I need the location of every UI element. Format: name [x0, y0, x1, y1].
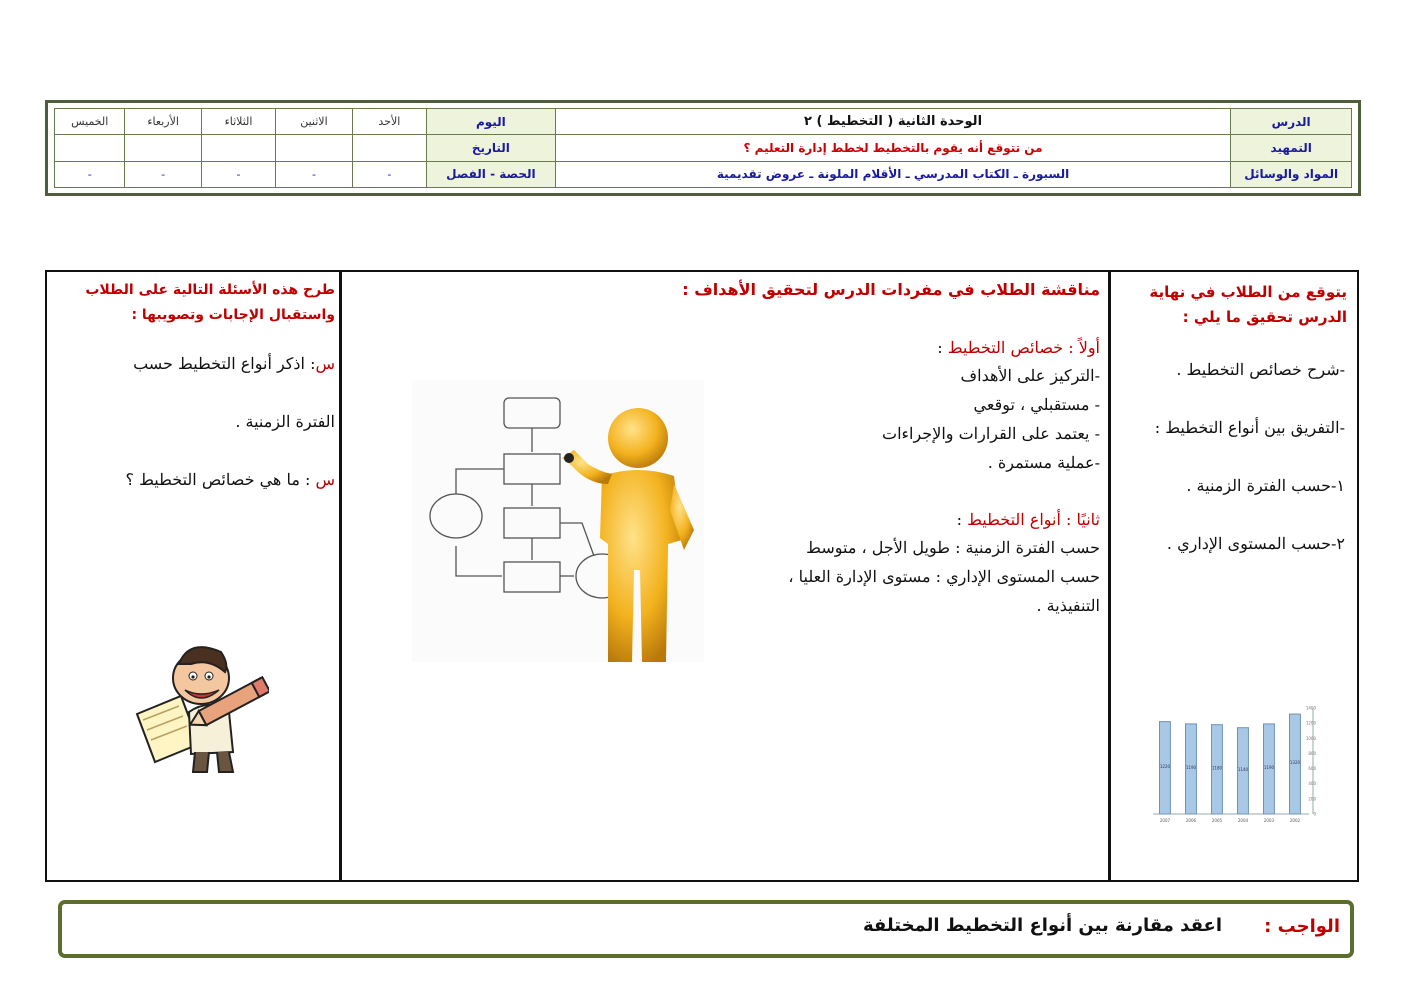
- chart-category-label: 2006: [1185, 818, 1197, 823]
- chart-y-tick-label: 0: [1313, 811, 1316, 817]
- question-marker: س: [315, 470, 335, 489]
- characteristic-item: - مستقبلي ، توقعي: [973, 395, 1100, 414]
- day-cell: الأربعاء: [125, 109, 201, 135]
- characteristic-item: -التركيز على الأهداف: [960, 366, 1100, 385]
- question-1-continued: الفترة الزمنية .: [235, 412, 335, 431]
- characteristic-item: -عملية مستمرة .: [987, 453, 1100, 472]
- type-item: التنفيذية .: [1036, 596, 1100, 615]
- question-marker: س: [315, 354, 335, 373]
- info-row-intro: [55, 135, 1352, 161]
- period-class-label: الحصة - الفصل: [427, 161, 556, 187]
- materials-list: السبورة ـ الكتاب المدرسي ـ الأقلام الملونة ـ عروض تقديمية: [555, 161, 1231, 187]
- discussion-column: [339, 272, 1108, 880]
- objective-item: ١-حسب الفترة الزمنية .: [1186, 476, 1345, 495]
- questions-column: [47, 272, 343, 880]
- question-1: [133, 354, 335, 373]
- info-row-materials: [55, 161, 1352, 187]
- homework-text: اعقد مقارنة بين أنواع التخطيط المختلفة: [863, 915, 1222, 936]
- homework-label: الواجب :: [1264, 916, 1340, 937]
- lesson-body-table: [45, 270, 1359, 882]
- period-cell: -: [276, 161, 352, 187]
- chart-data-label: 1190: [1185, 764, 1197, 770]
- date-cell: [125, 135, 201, 161]
- date-cell: [55, 135, 125, 161]
- questions-heading: طرح هذه الأسئلة التالية على الطلاب: [85, 282, 335, 298]
- chart-data-label: 1320: [1289, 760, 1301, 766]
- period-cell: -: [55, 161, 125, 187]
- objectives-column: [1108, 272, 1357, 880]
- period-cell: -: [201, 161, 275, 187]
- type-item: حسب الفترة الزمنية : طويل الأجل ، متوسط: [806, 538, 1100, 557]
- second-section-label: ثانيًا : أنواع التخطيط: [967, 510, 1100, 529]
- lesson-title: الوحدة الثانية ( التخطيط ) ٢: [555, 109, 1231, 135]
- lesson-info-table: [45, 100, 1361, 196]
- first-section-label: أولاً : خصائص التخطيط: [947, 338, 1100, 357]
- lesson-label: الدرس: [1231, 109, 1352, 135]
- date-cell: [352, 135, 426, 161]
- chart-y-tick-label: 1000: [1305, 735, 1316, 741]
- section-heading-characteristics: [937, 338, 1100, 357]
- chart-data-label: 1180: [1211, 765, 1223, 771]
- second-section-suffix: :: [956, 510, 968, 529]
- date-cell: [276, 135, 352, 161]
- cartoon-writer-illustration: [129, 634, 269, 774]
- date-label: التاريخ: [427, 135, 556, 161]
- day-cell: الخميس: [55, 109, 125, 135]
- planning-flowchart-illustration: [412, 380, 704, 662]
- section-heading-types: [957, 510, 1100, 529]
- chart-category-label: 2004: [1237, 818, 1249, 823]
- day-cell: الأحد: [352, 109, 426, 135]
- objective-item: ٢-حسب المستوى الإداري .: [1166, 534, 1345, 553]
- homework-box: [58, 900, 1354, 958]
- info-row-lesson: [55, 109, 1352, 135]
- chart-category-label: 2002: [1289, 818, 1301, 823]
- first-section-suffix: :: [937, 338, 948, 357]
- chart-y-tick-label: 400: [1308, 781, 1316, 787]
- chart-y-tick-label: 600: [1308, 766, 1316, 772]
- question-2: [126, 470, 335, 489]
- chart-category-label: 2007: [1159, 818, 1171, 823]
- intro-label: التمهيد: [1231, 135, 1352, 161]
- chart-category-label: 2003: [1263, 818, 1275, 823]
- discussion-title: مناقشة الطلاب في مفردات الدرس لتحقيق الأهداف :: [682, 280, 1100, 299]
- intro-question: من تتوقع أنه يقوم بالتخطيط لخطط إدارة التعليم ؟: [555, 135, 1231, 161]
- objectives-heading: يتوقع من الطلاب في نهاية: [1149, 283, 1347, 301]
- day-cell: الاثنين: [276, 109, 352, 135]
- day-cell: الثلاثاء: [201, 109, 275, 135]
- bar-chart-image: [1139, 702, 1331, 828]
- objective-item: -التفريق بين أنواع التخطيط :: [1154, 418, 1345, 437]
- chart-data-label: 1140: [1237, 766, 1249, 772]
- period-cell: -: [352, 161, 426, 187]
- period-cell: -: [125, 161, 201, 187]
- materials-label: المواد والوسائل: [1231, 161, 1352, 187]
- question-1-text: : اذكر أنواع التخطيط حسب: [133, 354, 316, 373]
- chart-category-label: 2005: [1211, 818, 1223, 823]
- questions-heading: واستقبال الإجابات وتصويبها :: [131, 307, 335, 323]
- characteristic-item: - يعتمد على القرارات والإجراءات: [882, 424, 1100, 443]
- date-cell: [201, 135, 275, 161]
- type-item: حسب المستوى الإداري : مستوى الإدارة العليا ،: [788, 567, 1100, 586]
- chart-y-tick-label: 800: [1308, 750, 1316, 756]
- objectives-heading: الدرس تحقيق ما يلي :: [1182, 308, 1347, 326]
- chart-y-tick-label: 1200: [1305, 720, 1316, 726]
- chart-data-label: 1220: [1159, 763, 1171, 769]
- chart-y-tick-label: 1400: [1305, 705, 1316, 711]
- objective-item: -شرح خصائص التخطيط .: [1176, 360, 1345, 379]
- chart-data-label: 1190: [1263, 764, 1275, 770]
- chart-y-tick-label: 200: [1308, 796, 1316, 802]
- day-label: اليوم: [427, 109, 556, 135]
- marker-pen: [564, 453, 574, 463]
- question-2-text: : ما هي خصائص التخطيط ؟: [125, 470, 316, 489]
